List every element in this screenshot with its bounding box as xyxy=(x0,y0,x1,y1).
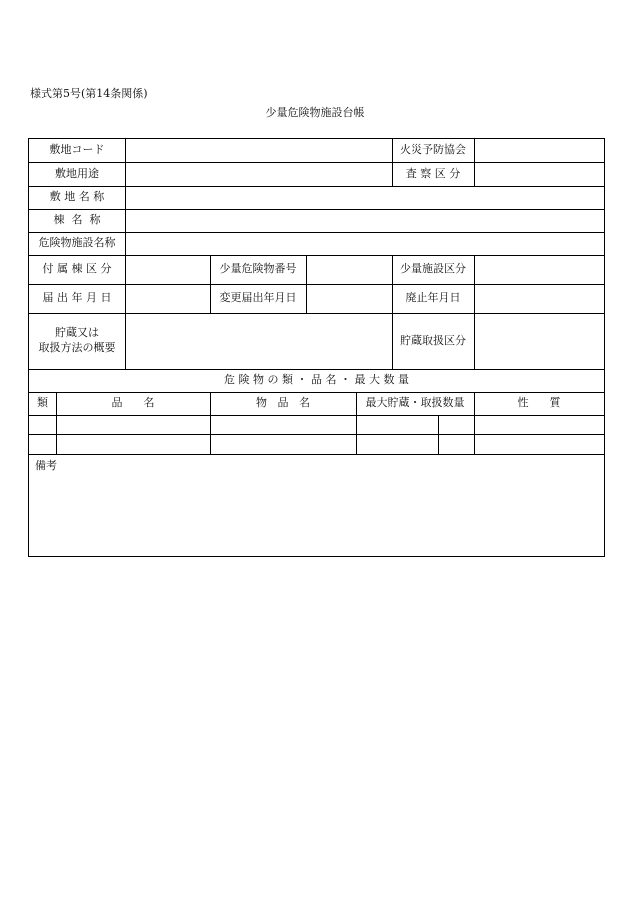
table-row-2[interactable] xyxy=(29,434,604,454)
column-header-max-quantity: 最大貯蔵・取扱数量 xyxy=(365,396,465,410)
small-facility-category-label: 少量施設区分 xyxy=(400,262,466,276)
inspection-category-field[interactable] xyxy=(474,162,604,186)
column-header-product-name: 物 品 名 xyxy=(256,396,310,410)
site-code-label: 敷地コード xyxy=(49,143,105,157)
small-quantity-number-label: 少量危険物番号 xyxy=(219,262,297,276)
site-name-label: 敷 地 名 称 xyxy=(49,190,105,204)
remarks-label: 備考 xyxy=(35,459,57,472)
change-notification-date-label: 変更届出年月日 xyxy=(219,291,297,305)
site-name-field[interactable] xyxy=(125,186,604,209)
annex-category-label: 付 属 棟 区 分 xyxy=(42,262,112,276)
annex-category-field[interactable] xyxy=(125,255,210,284)
storage-method-label-line2: 取扱方法の概要 xyxy=(38,341,116,354)
storage-method-label-line1: 貯蔵又は xyxy=(55,326,99,340)
small-facility-category-field[interactable] xyxy=(474,255,604,284)
column-header-properties: 性 質 xyxy=(517,396,561,410)
table-row-1[interactable] xyxy=(29,415,604,434)
fire-association-label: 火災予防協会 xyxy=(400,143,466,157)
column-header-class: 類 xyxy=(37,396,48,410)
storage-method-field[interactable] xyxy=(125,313,392,369)
hazmat-heading: 危 険 物 の 類 ・ 品 名 ・ 最 大 数 量 xyxy=(224,373,409,387)
building-name-label: 棟 名 称 xyxy=(53,213,101,227)
inspection-category-label: 査 察 区 分 xyxy=(405,166,461,180)
abolition-date-label: 廃止年月日 xyxy=(405,291,461,305)
storage-method-label xyxy=(29,313,125,369)
facility-name-label: 危険物施設名称 xyxy=(38,236,116,250)
storage-handling-category-label: 貯蔵取扱区分 xyxy=(400,333,466,347)
facility-name-field[interactable] xyxy=(125,232,604,255)
abolition-date-field[interactable] xyxy=(474,284,604,313)
ledger-form xyxy=(28,138,605,557)
building-name-field[interactable] xyxy=(125,209,604,232)
site-use-field[interactable] xyxy=(125,162,392,186)
form-number: 様式第5号(第14条関係) xyxy=(30,87,148,100)
notification-date-label: 届 出 年 月 日 xyxy=(42,291,112,305)
document-title: 少量危険物施設台帳 xyxy=(265,106,365,119)
notification-date-field[interactable] xyxy=(125,284,210,313)
fire-association-field[interactable] xyxy=(474,139,604,162)
remarks-field[interactable] xyxy=(29,454,604,556)
site-code-field[interactable] xyxy=(125,139,392,162)
small-quantity-number-field[interactable] xyxy=(306,255,392,284)
change-notification-date-field[interactable] xyxy=(306,284,392,313)
column-header-item-name: 品 名 xyxy=(111,396,155,410)
storage-handling-category-field[interactable] xyxy=(474,313,604,369)
site-use-label: 敷地用途 xyxy=(55,166,99,180)
